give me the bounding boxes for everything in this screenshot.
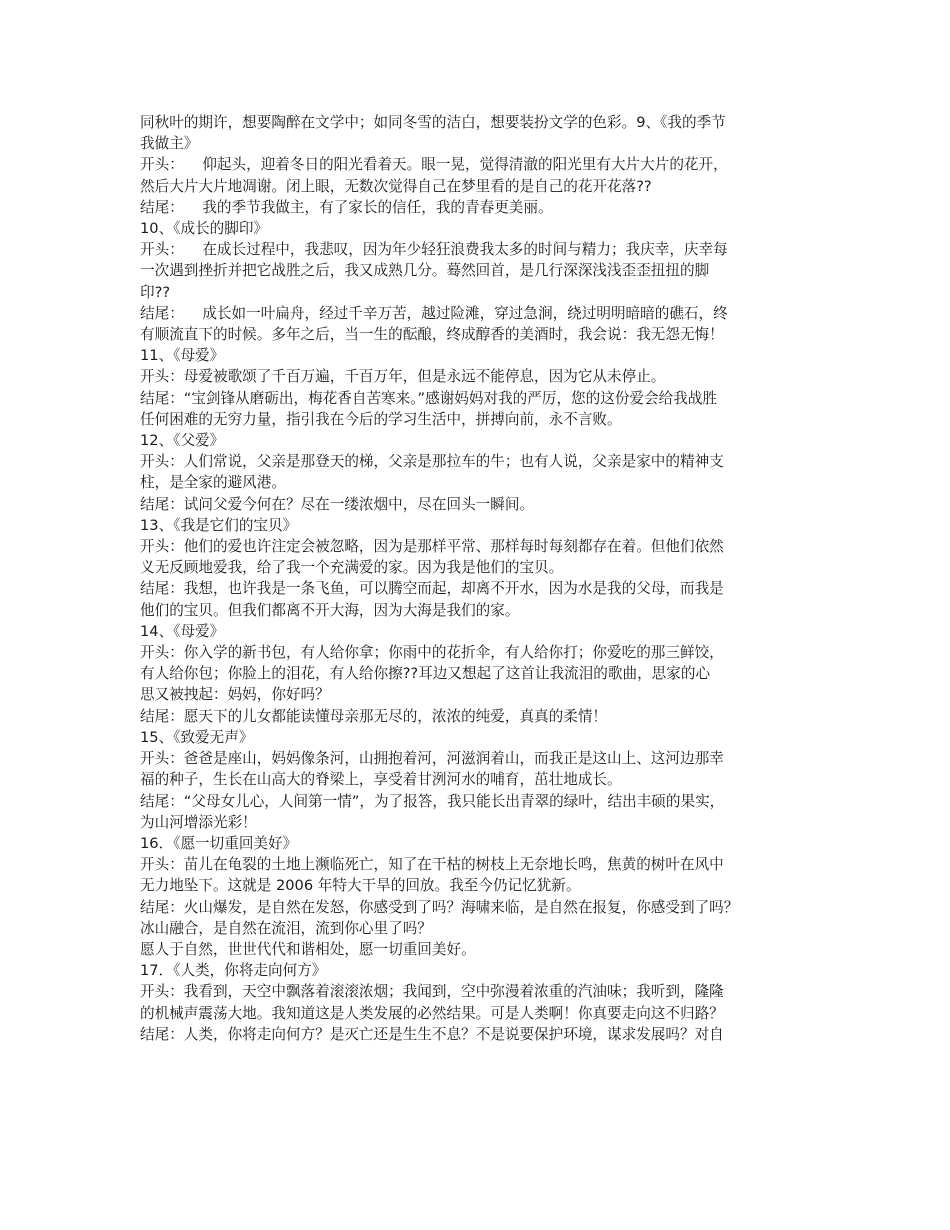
section-heading: 14、《母爱》 bbox=[140, 622, 225, 640]
text-line: 思又被拽起：妈妈，你好吗？ bbox=[140, 686, 330, 704]
section-heading: 11、《母爱》 bbox=[140, 347, 225, 365]
text-line: 的机械声震荡大地。我知道这是人类发展的必然结果。可是人类啊！你真要走向这不归路？ bbox=[140, 1004, 724, 1022]
text-line: 愿人于自然，世世代代和谐相处，愿一切重回美好。 bbox=[140, 940, 476, 958]
text-line: 结尾：“宝剑锋从磨砺出，梅花香自苦寒来。”感谢妈妈对我的严厉，您的这份爱会给我战胜 bbox=[140, 389, 717, 407]
section-heading: 16．《愿一切重回美好》 bbox=[140, 834, 298, 852]
text-line: 印?? bbox=[140, 283, 171, 301]
text-line: 我做主》 bbox=[140, 135, 199, 153]
text-line: 结尾：人类，你将走向何方？是灭亡还是生生不息？不是说要保护环境，谋求发展吗？对自 bbox=[140, 1025, 724, 1043]
text-line: 然后大片大片地凋谢。闭上眼，无数次觉得自己在梦里看的是自己的花开花落?? bbox=[140, 177, 652, 195]
text-line: 冰山融合，是自然在流泪，流到你心里了吗？ bbox=[140, 919, 432, 937]
text-line: 为山河增添光彩！ bbox=[140, 813, 257, 831]
text-line: 开头：人们常说，父亲是那登天的梯，父亲是那拉车的牛；也有人说，父亲是家中的精神支 bbox=[140, 453, 724, 471]
text-line: 义无反顾地爱我，给了我一个充满爱的家。因为我是他们的宝贝。 bbox=[140, 559, 564, 577]
text-line: 结尾：试问父爱今何在？尽在一缕浓烟中，尽在回头一瞬间。 bbox=[140, 495, 535, 513]
text-line: 一次遇到挫折并把它战胜之后，我又成熟几分。蓦然回首，是几行深深浅浅歪歪扭扭的脚 bbox=[140, 262, 710, 280]
text-line: 结尾：“父母女儿心，人间第一情”，为了报答，我只能长出青翠的绿叶，结出丰硕的果实， bbox=[140, 792, 725, 810]
text-line: 柱，是全家的避风港。 bbox=[140, 474, 286, 492]
text-line: 开头：他们的爱也许注定会被忽略，因为是那样平常、那样每时每刻都存在着。但他们依然 bbox=[140, 538, 724, 556]
text-line: 无力地坠下。这就是 2006 年特大干旱的回放。我至今仍记忆犹新。 bbox=[140, 877, 581, 895]
section-heading: 12、《父爱》 bbox=[140, 432, 225, 450]
text-line: 结尾：愿天下的儿女都能读懂母亲那无尽的，浓浓的纯爱，真真的柔情！ bbox=[140, 707, 608, 725]
text-line: 开头： 在成长过程中，我悲叹，因为年少轻狂浪费我太多的时间与精力；我庆幸，庆幸每 bbox=[140, 241, 728, 259]
text-line: 他们的宝贝。但我们都离不开大海，因为大海是我们的家。 bbox=[140, 601, 520, 619]
text-line: 福的种子，生长在山高大的脊梁上，享受着甘洌河水的哺育，茁壮地成长。 bbox=[140, 771, 622, 789]
section-heading: 15、《致爱无声》 bbox=[140, 728, 254, 746]
section-heading: 17．《人类，你将走向何方》 bbox=[140, 962, 327, 980]
document-body bbox=[140, 112, 808, 1045]
section-heading: 10、《成长的脚印》 bbox=[140, 220, 269, 238]
text-line: 有顺流直下的时候。多年之后，当一生的酝酿，终成醇香的美酒时，我会说：我无怨无悔！ bbox=[140, 326, 724, 344]
section-heading: 13、《我是它们的宝贝》 bbox=[140, 516, 298, 534]
text-line: 开头：苗儿在龟裂的土地上濒临死亡，知了在干枯的树枝上无奈地长鸣，焦黄的树叶在风中 bbox=[140, 856, 724, 874]
text-line: 结尾：火山爆发，是自然在发怒，你感受到了吗？海啸来临，是自然在报复，你感受到了吗？ bbox=[140, 898, 739, 916]
text-line: 同秋叶的期许，想要陶醉在文学中；如同冬雪的洁白，想要装扮文学的色彩。9、《我的季节 bbox=[140, 114, 726, 131]
text-line: 有人给你包；你脸上的泪花，有人给你擦??耳边又想起了这首让我流泪的歌曲，思家的心 bbox=[140, 665, 711, 683]
text-line: 开头：我看到，天空中飘落着滚滚浓烟；我闻到，空中弥漫着浓重的汽油味；我听到，隆隆 bbox=[140, 983, 724, 1001]
text-line: 结尾： 我的季节我做主，有了家长的信任，我的青春更美丽。 bbox=[140, 198, 553, 216]
text-line: 结尾：我想，也许我是一条飞鱼，可以腾空而起，却离不开水，因为水是我的父母，而我是 bbox=[140, 580, 724, 598]
text-line: 开头： 仰起头，迎着冬日的阳光看着天。眼一晃，觉得清澈的阳光里有大片大片的花开， bbox=[140, 156, 728, 174]
text-line: 结尾： 成长如一叶扁舟，经过千辛万苦，越过险滩，穿过急涧，绕过明明暗暗的礁石，终 bbox=[140, 304, 728, 322]
text-line: 任何困难的无穷力量，指引我在今后的学习生活中，拼搏向前，永不言败。 bbox=[140, 410, 622, 428]
text-line: 开头：母爱被歌颂了千百万遍，千百万年，但是永远不能停息，因为它从未停止。 bbox=[140, 368, 666, 386]
text-line: 开头：爸爸是座山，妈妈像条河，山拥抱着河，河滋润着山，而我正是这山上、这河边那幸 bbox=[140, 750, 724, 768]
text-line: 开头：你入学的新书包，有人给你拿；你雨中的花折伞，有人给你打；你爱吃的那三鲜饺， bbox=[140, 644, 724, 662]
